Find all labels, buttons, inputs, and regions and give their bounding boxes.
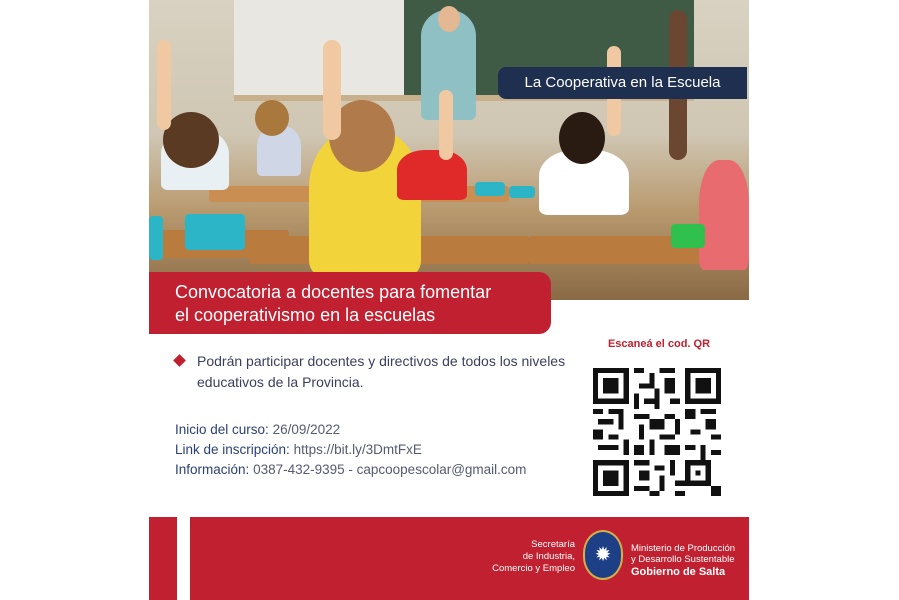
course-details <box>175 420 526 480</box>
signup-link[interactable]: https://bit.ly/3DmtFxE <box>293 442 422 457</box>
flyer-card <box>149 0 749 600</box>
start-date-label: Inicio del curso: <box>175 422 269 437</box>
star-icon: ✹ <box>594 544 612 566</box>
qr-code-icon <box>593 368 721 496</box>
ministerio-line-2: y Desarrollo Sustentable <box>631 554 735 565</box>
qr-caption: Escaneá el cod. QR <box>607 338 711 350</box>
headline-banner <box>149 272 551 334</box>
eligibility-text: Podrán participar docentes y directivos de todos los niveles educativos de la Provincia. <box>197 353 566 390</box>
program-tag: La Cooperativa en la Escuela <box>498 67 747 99</box>
start-date-row <box>175 420 526 440</box>
secretaria-line-1: Secretaría <box>531 539 575 550</box>
gobierno-salta: Gobierno de Salta <box>631 566 726 578</box>
signup-link-label: Link de inscripción: <box>175 442 290 457</box>
classroom-photo <box>149 0 749 300</box>
secretaria-line-2: de Industria, <box>522 551 575 562</box>
ministerio-logo-text <box>631 543 749 579</box>
secretaria-logo-text <box>449 539 575 575</box>
headline-line-2: el cooperativismo en la escuelas <box>175 305 436 325</box>
headline-line-1: Convocatoria a docentes para fomentar <box>175 282 492 302</box>
ministerio-line-1: Ministerio de Producción <box>631 543 736 554</box>
secretaria-line-3: Comercio y Empleo <box>492 563 575 574</box>
contact-row <box>175 460 526 480</box>
contact-value: 0387-432-9395 - capcoopescolar@gmail.com <box>253 462 527 477</box>
footer-stripe <box>177 517 190 600</box>
contact-label: Información: <box>175 462 250 477</box>
eligibility-bullet <box>177 351 567 393</box>
start-date-value: 26/09/2022 <box>272 422 341 437</box>
signup-link-row <box>175 440 526 460</box>
